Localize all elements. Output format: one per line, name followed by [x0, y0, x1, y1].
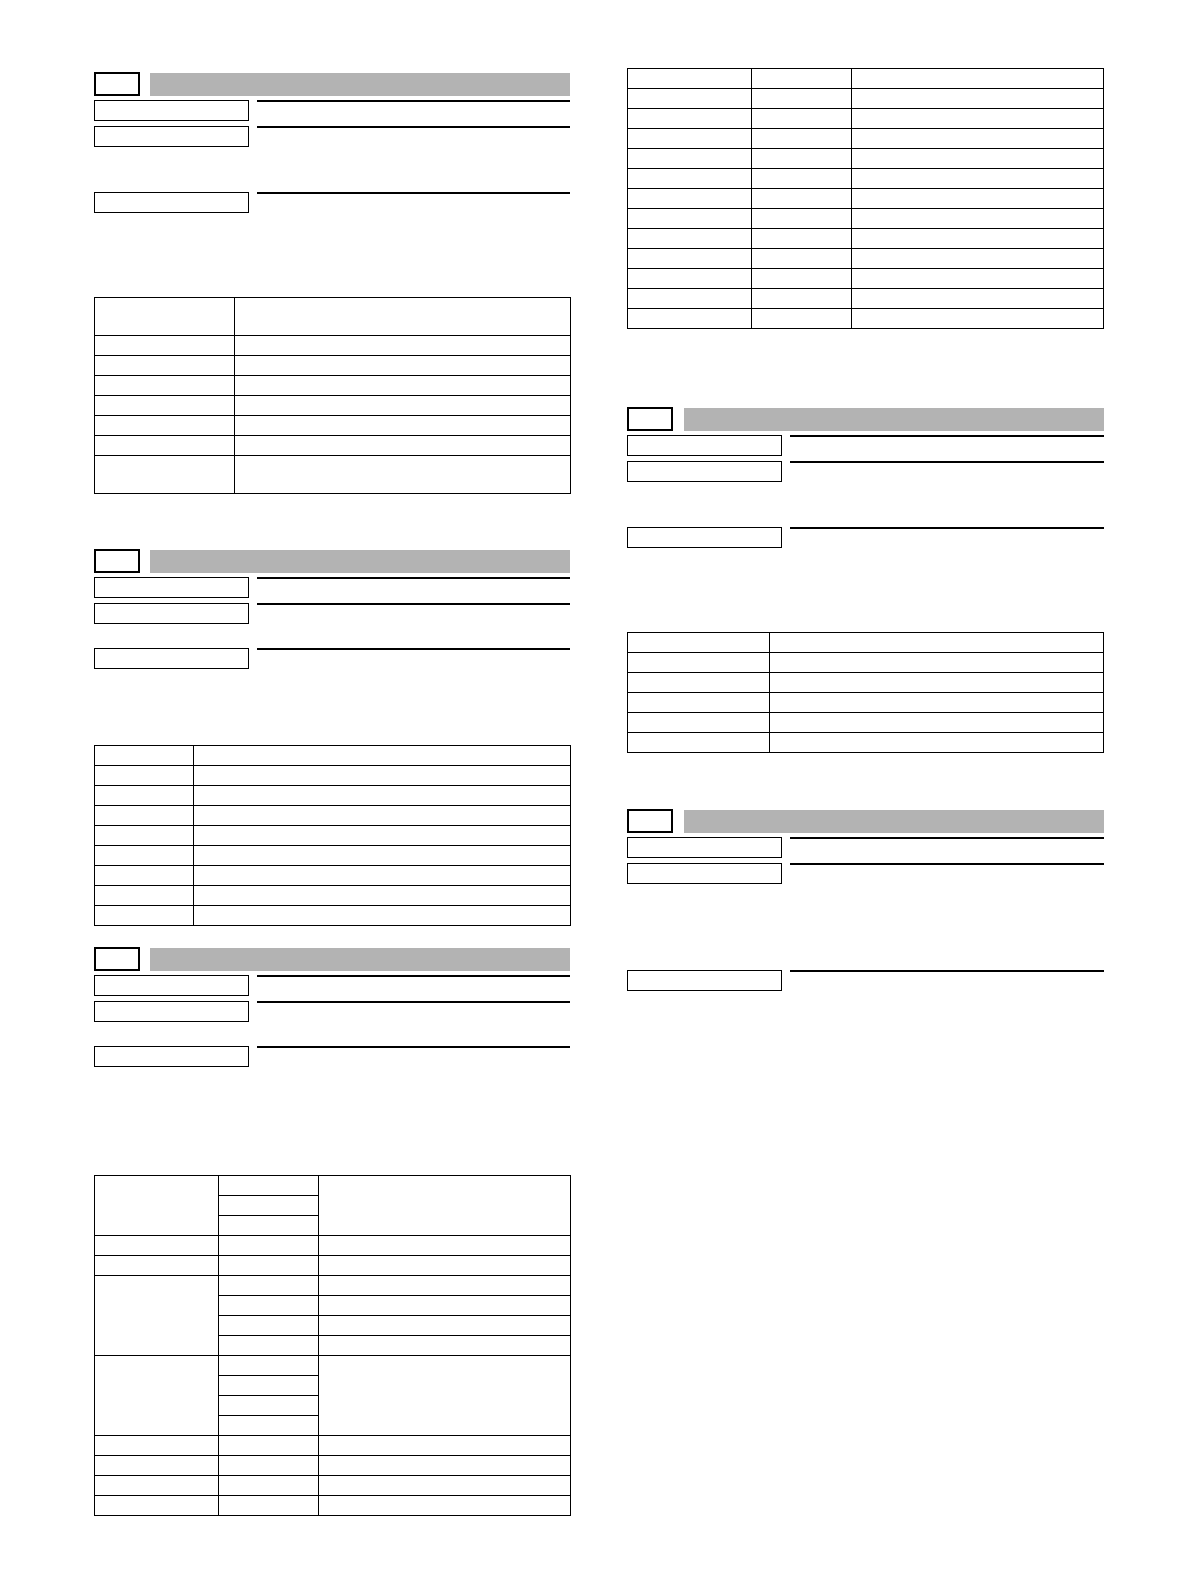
section-2-rule-2	[257, 603, 570, 605]
section-3-label-3	[94, 1046, 249, 1067]
table-row	[628, 673, 1104, 693]
table-row	[95, 866, 571, 886]
section-1-label-3	[94, 192, 249, 213]
table-row	[628, 713, 1104, 733]
table-row	[628, 733, 1104, 753]
table-2	[94, 745, 571, 926]
section-4-label-3	[627, 527, 782, 548]
table-row	[628, 693, 1104, 713]
section-3-rule-1	[257, 975, 570, 977]
section-1-rule-3	[257, 192, 570, 194]
table-row	[628, 149, 1104, 169]
section-2-label-3	[94, 648, 249, 669]
table-row	[95, 1356, 571, 1376]
table-row	[628, 633, 1104, 653]
section-5-rule-1	[790, 837, 1104, 839]
section-3-title-bar	[150, 948, 570, 971]
table-row	[628, 653, 1104, 673]
section-1-rule-2	[257, 126, 570, 128]
table-row	[95, 1256, 571, 1276]
table-row	[628, 309, 1104, 329]
table-row	[95, 1456, 571, 1476]
section-1-rule-1	[257, 100, 570, 102]
section-1-label-1	[94, 100, 249, 121]
table-row	[95, 1236, 571, 1256]
table-row	[95, 1476, 571, 1496]
section-4-rule-1	[790, 435, 1104, 437]
table-row	[628, 229, 1104, 249]
section-3-rule-3	[257, 1046, 570, 1048]
section-4-label-2	[627, 461, 782, 482]
table-row	[95, 846, 571, 866]
section-5-label-3	[627, 970, 782, 991]
table-row	[95, 1276, 571, 1296]
section-4-title-bar	[684, 408, 1104, 431]
table-row	[95, 826, 571, 846]
table-row	[628, 289, 1104, 309]
table-row	[628, 109, 1104, 129]
table-row	[95, 766, 571, 786]
section-4-rule-3	[790, 527, 1104, 529]
section-3-rule-2	[257, 1001, 570, 1003]
section-3-label-1	[94, 975, 249, 996]
table-row	[95, 416, 571, 436]
section-5-title-bar	[684, 810, 1104, 833]
table-row	[95, 806, 571, 826]
section-5-code-box	[627, 809, 673, 833]
table-row	[95, 906, 571, 926]
table-5	[627, 632, 1104, 753]
table-1	[94, 297, 571, 494]
section-1-title-bar	[150, 73, 570, 96]
table-row	[95, 1176, 571, 1196]
table-row	[95, 298, 571, 336]
table-row	[95, 436, 571, 456]
section-2-rule-3	[257, 648, 570, 650]
table-row	[95, 1496, 571, 1516]
section-2-code-box	[94, 549, 140, 573]
table-row	[628, 129, 1104, 149]
section-5-rule-3	[790, 970, 1104, 972]
section-2-title-bar	[150, 550, 570, 573]
table-row	[628, 189, 1104, 209]
section-5-rule-2	[790, 863, 1104, 865]
table-row	[95, 456, 571, 494]
section-2-rule-1	[257, 577, 570, 579]
section-2-label-1	[94, 577, 249, 598]
section-4-code-box	[627, 407, 673, 431]
table-row	[95, 1436, 571, 1456]
section-5-label-1	[627, 837, 782, 858]
table-row	[628, 209, 1104, 229]
table-row	[95, 356, 571, 376]
table-row	[95, 786, 571, 806]
table-row	[95, 376, 571, 396]
section-4-rule-2	[790, 461, 1104, 463]
section-3-code-box	[94, 947, 140, 971]
section-4-label-1	[627, 435, 782, 456]
table-row	[628, 89, 1104, 109]
section-1-label-2	[94, 126, 249, 147]
table-row	[95, 336, 571, 356]
section-2-label-2	[94, 603, 249, 624]
table-row	[95, 886, 571, 906]
table-3	[94, 1175, 571, 1516]
table-row	[628, 269, 1104, 289]
table-4	[627, 68, 1104, 329]
table-row	[95, 396, 571, 416]
section-1-code-box	[94, 72, 140, 96]
section-5-label-2	[627, 863, 782, 884]
table-row	[628, 169, 1104, 189]
table-row	[628, 249, 1104, 269]
table-row	[628, 69, 1104, 89]
table-row	[95, 746, 571, 766]
section-3-label-2	[94, 1001, 249, 1022]
